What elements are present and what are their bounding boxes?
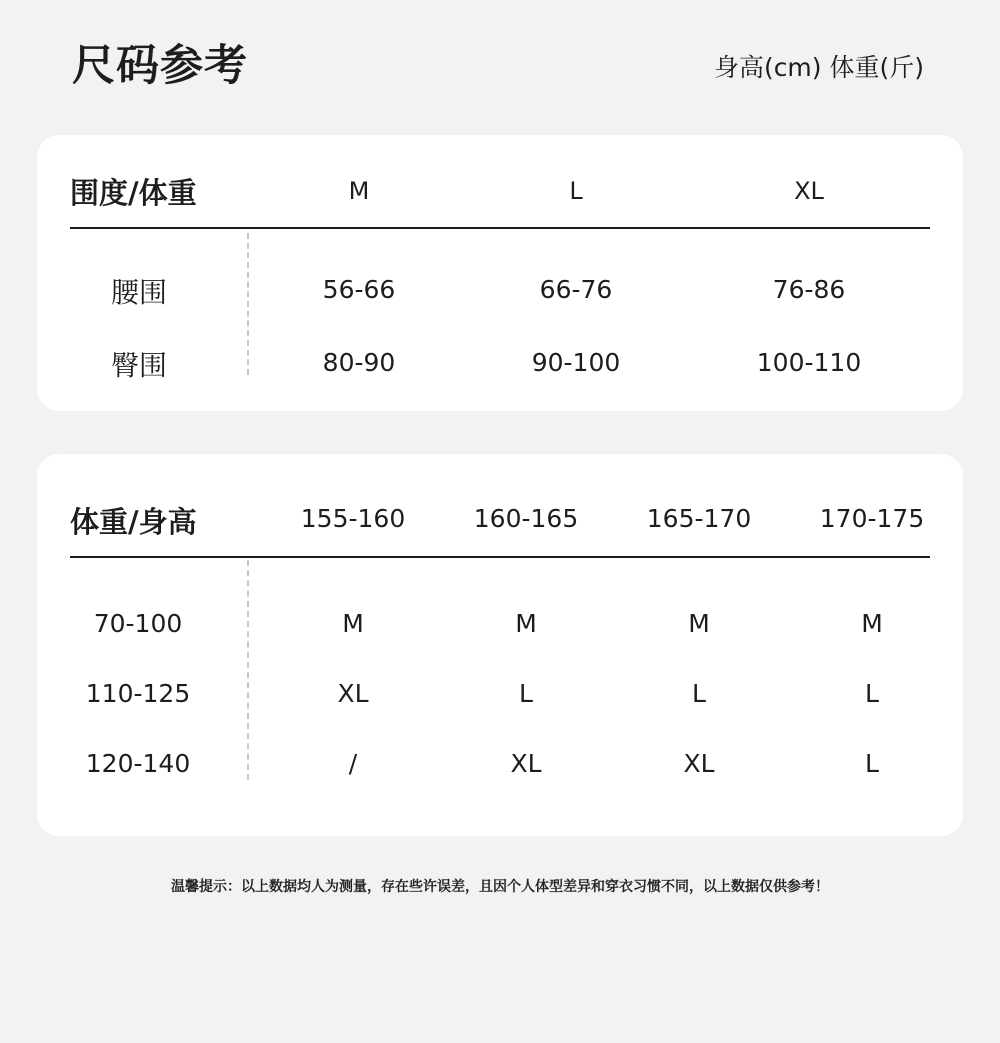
table-cell: 80-90 xyxy=(322,348,396,377)
row-label-hip: 臀围 xyxy=(110,349,168,382)
size-header-xl: XL xyxy=(794,177,824,205)
table-cell: L xyxy=(865,679,879,708)
height-header: 160-165 xyxy=(473,504,579,533)
weight-row-label: 120-140 xyxy=(85,749,191,778)
size-header-l: L xyxy=(569,177,583,205)
table-cell: M xyxy=(342,609,364,638)
table-cell: 56-66 xyxy=(322,275,396,304)
table-cell: 66-76 xyxy=(539,275,613,304)
table-cell: XL xyxy=(683,749,715,778)
table2-corner-label: 体重/身高 xyxy=(70,505,197,539)
row-label-waist: 腰围 xyxy=(110,276,168,309)
table-cell: L xyxy=(519,679,533,708)
table-cell: M xyxy=(688,609,710,638)
column-divider xyxy=(247,233,249,375)
height-header: 165-170 xyxy=(646,504,752,533)
table-cell: L xyxy=(692,679,706,708)
size-header-m: M xyxy=(348,177,370,205)
page-title: 尺码参考 xyxy=(72,41,248,91)
measurement-table-card xyxy=(37,135,963,411)
table-cell: 100-110 xyxy=(756,348,862,377)
table-cell: M xyxy=(861,609,883,638)
size-chart-card xyxy=(37,454,963,836)
table-cell: M xyxy=(515,609,537,638)
height-header: 155-160 xyxy=(300,504,406,533)
table-cell: XL xyxy=(337,679,369,708)
table-cell: 90-100 xyxy=(531,348,621,377)
table-cell: L xyxy=(865,749,879,778)
header-divider xyxy=(70,556,930,558)
footer-tip: 温馨提示：以上数据均人为测量，存在些许误差，且因个人体型差异和穿衣习惯不同，以上数据仅供参考！ xyxy=(171,879,829,895)
header-divider xyxy=(70,227,930,229)
table1-corner-label: 围度/体重 xyxy=(70,176,197,210)
table-cell: XL xyxy=(510,749,542,778)
table-cell: 76-86 xyxy=(772,275,846,304)
table-cell: / xyxy=(348,749,358,778)
height-header: 170-175 xyxy=(819,504,925,533)
units-note: 身高(cm) 体重(斤) xyxy=(713,53,924,82)
weight-row-label: 110-125 xyxy=(85,679,191,708)
column-divider xyxy=(247,560,249,780)
weight-row-label: 70-100 xyxy=(93,609,183,638)
